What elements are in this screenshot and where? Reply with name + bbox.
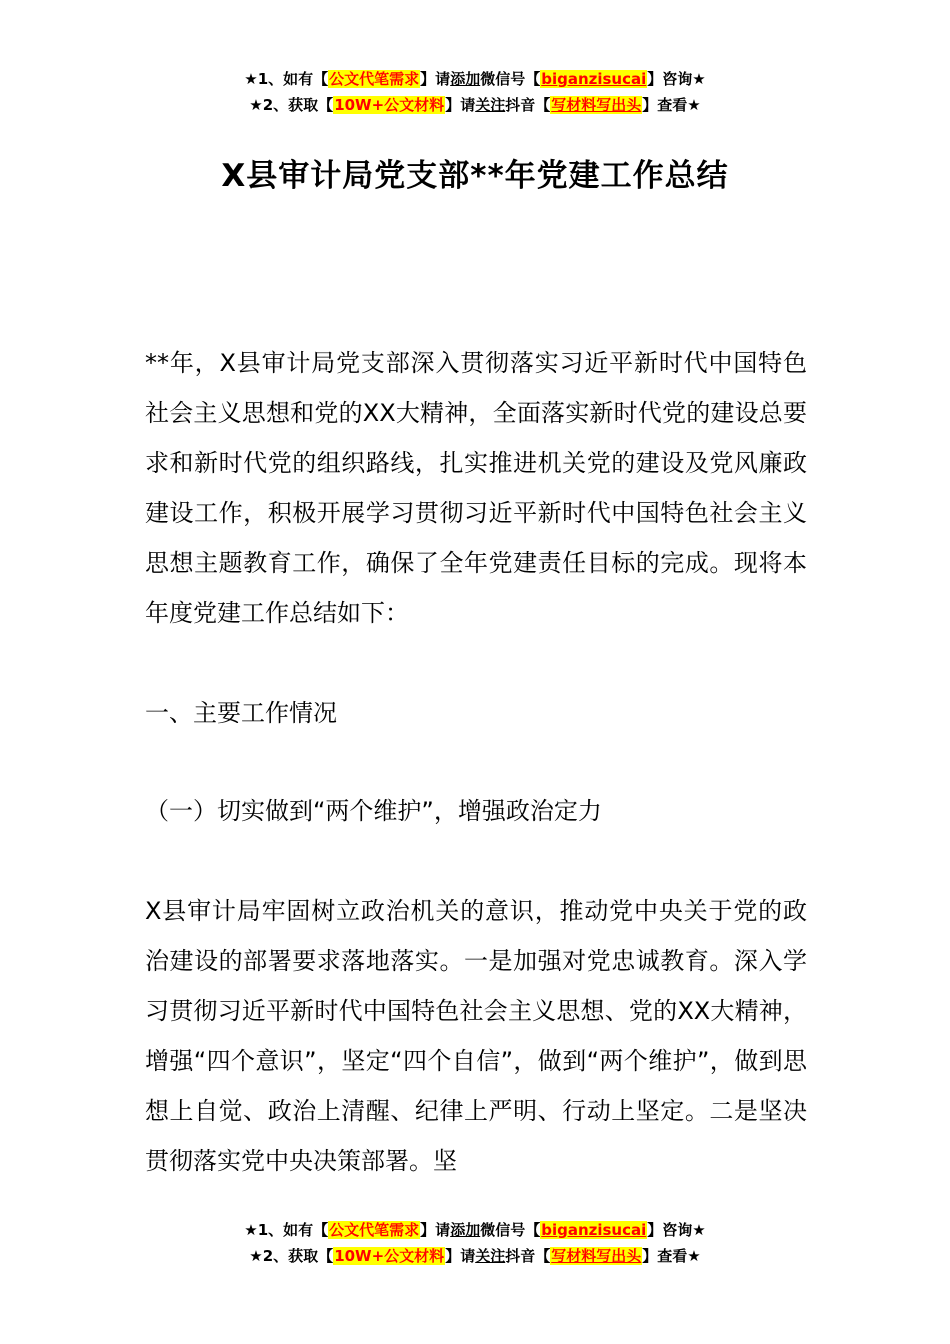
subsection-heading: （一）切实做到“两个维护”，增强政治定力 <box>145 797 602 825</box>
section-heading: 一、主要工作情况 <box>145 699 337 727</box>
body-paragraph: X县审计局牢固树立政治机关的意识，推动党中央关于党的政治建设的部署要求落地落实。一是加强对党忠诚教育。深入学习贯彻习近平新时代中国特色社会主义思想、党的XX大精神，增强“四个意识”，坚定“四个自信”，做到“两个维护”，做到思想上自觉、政治上清醒、纪律上严明、行动上坚定。二是坚决贯彻落实党中央决策部署。坚 <box>145 897 807 1175</box>
banner-wechat-id: biganzisucai <box>541 70 647 88</box>
banner-line-1: ★1、如有【公文代笔需求】请添加微信号【biganzisucai】咨询★ <box>244 1221 706 1239</box>
banner-douyin-id: 写材料写出头 <box>551 96 642 114</box>
banner-douyin-id: 写材料写出头 <box>551 1247 642 1265</box>
document-title: X县审计局党支部**年党建工作总结 <box>221 158 729 194</box>
banner-highlight: 公文代笔需求 <box>329 70 420 88</box>
banner-line-2: ★2、获取【10W+公文材料】请关注抖音【写材料写出头】查看★ <box>249 96 701 114</box>
intro-paragraph: **年，X县审计局党支部深入贯彻落实习近平新时代中国特色社会主义思想和党的XX大精神，全面落实新时代党的建设总要求和新时代党的组织路线，扎实推进机关党的建设及党风廉政建设工作，积极开展学习贯彻习近平新时代中国特色社会主义思想主题教育工作，确保了全年党建责任目标的完成。现将本年度党建工作总结如下： <box>145 349 807 627</box>
banner-wechat-id: biganzisucai <box>541 1221 647 1239</box>
footer-banner <box>0 1217 950 1269</box>
banner-highlight: 10W+公文材料 <box>334 1247 445 1265</box>
banner-line-2: ★2、获取【10W+公文材料】请关注抖音【写材料写出头】查看★ <box>249 1247 701 1265</box>
banner-highlight: 公文代笔需求 <box>329 1221 420 1239</box>
banner-line-1: ★1、如有【公文代笔需求】请添加微信号【biganzisucai】咨询★ <box>244 70 706 88</box>
banner-highlight: 10W+公文材料 <box>334 96 445 114</box>
header-banner <box>0 66 950 118</box>
